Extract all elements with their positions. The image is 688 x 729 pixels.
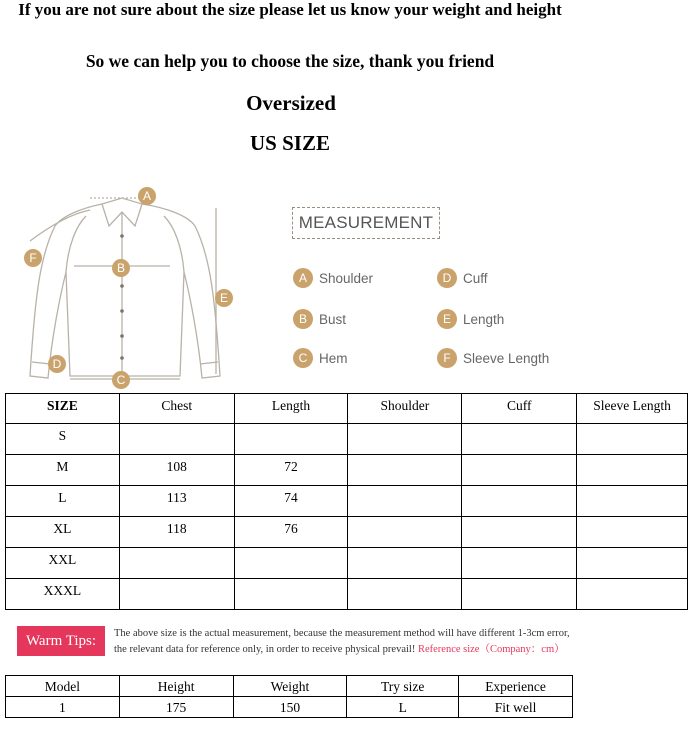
cuff-cell — [462, 455, 577, 486]
fit-heading: Oversized — [246, 91, 336, 115]
legend-badge-f: F — [437, 348, 457, 368]
legend-badge-b: B — [293, 309, 313, 329]
table-row — [6, 548, 688, 579]
table-row — [6, 517, 688, 548]
try-size-cell: L — [347, 697, 459, 718]
warm-tips-line-1: The above size is the actual measurement, because the measurement method will have different 1-3cm error, — [114, 628, 570, 639]
size-cell: L — [6, 486, 120, 517]
sleeve-length-cell — [577, 486, 688, 517]
shoulder-cell — [348, 455, 462, 486]
shirt-diagram — [10, 186, 250, 391]
diagram-label-e: E — [219, 291, 229, 305]
shoulder-cell — [348, 517, 462, 548]
model-info-table — [5, 675, 573, 718]
weight-cell: 150 — [233, 697, 347, 718]
chest-cell: 108 — [119, 455, 234, 486]
legend-badge-c: C — [293, 348, 313, 368]
legend-shoulder — [293, 268, 373, 288]
model-header-try-size: Try size — [347, 676, 459, 697]
legend-bust — [293, 309, 346, 329]
chest-cell — [119, 579, 234, 610]
legend-badge-a: A — [293, 268, 313, 288]
shoulder-cell — [348, 424, 462, 455]
warm-tips-text — [114, 626, 684, 658]
diagram-label-b: B — [116, 261, 126, 275]
size-region-heading: US SIZE — [250, 131, 330, 155]
sleeve-length-cell — [577, 517, 688, 548]
sleeve-length-cell — [577, 455, 688, 486]
legend-length — [437, 309, 504, 329]
experience-cell: Fit well — [459, 697, 573, 718]
length-cell — [234, 424, 348, 455]
table-row — [6, 455, 688, 486]
table-row — [6, 424, 688, 455]
warm-tips-badge: Warm Tips: — [17, 626, 105, 656]
legend-label-cuff: Cuff — [463, 270, 488, 286]
legend-badge-e: E — [437, 309, 457, 329]
length-cell: 72 — [234, 455, 348, 486]
table-row — [6, 486, 688, 517]
diagram-label-a: A — [142, 189, 152, 203]
diagram-label-d: D — [52, 357, 62, 371]
notice-line-2: So we can help you to choose the size, thank you friend — [85, 51, 495, 71]
warm-tips-line-2 — [114, 642, 684, 658]
cuff-cell — [462, 517, 577, 548]
size-header-shoulder: Shoulder — [348, 394, 462, 424]
chest-cell: 118 — [119, 517, 234, 548]
length-cell: 74 — [234, 486, 348, 517]
chest-cell — [119, 548, 234, 579]
shoulder-cell — [348, 579, 462, 610]
size-cell: S — [6, 424, 120, 455]
model-header-height: Height — [119, 676, 233, 697]
shoulder-cell — [348, 486, 462, 517]
size-header-length: Length — [234, 394, 348, 424]
length-cell: 76 — [234, 517, 348, 548]
size-header-cuff: Cuff — [462, 394, 577, 424]
model-cell: 1 — [6, 697, 120, 718]
cuff-cell — [462, 424, 577, 455]
size-header-chest: Chest — [119, 394, 234, 424]
chest-cell — [119, 424, 234, 455]
size-cell: XXXL — [6, 579, 120, 610]
legend-label-sleeve-length: Sleeve Length — [463, 350, 550, 366]
legend-sleeve-length — [437, 348, 549, 368]
sleeve-length-cell — [577, 579, 688, 610]
model-header-weight: Weight — [233, 676, 347, 697]
height-cell: 175 — [119, 697, 233, 718]
size-table-header-row — [6, 394, 688, 424]
size-cell: XXL — [6, 548, 120, 579]
table-row — [6, 579, 688, 610]
diagram-label-c: C — [116, 373, 126, 387]
sleeve-length-cell — [577, 548, 688, 579]
measurement-title: MEASUREMENT — [292, 207, 440, 239]
warm-tips-line-2-text: the relevant data for reference only, in order to receive physical prevail! — [114, 644, 416, 655]
shoulder-cell — [348, 548, 462, 579]
legend-badge-d: D — [437, 268, 457, 288]
diagram-label-f: F — [29, 251, 37, 265]
sleeve-length-cell — [577, 424, 688, 455]
cuff-cell — [462, 486, 577, 517]
warm-tips-reference-note: Reference size（Company：cm） — [417, 644, 565, 655]
model-header-experience: Experience — [459, 676, 573, 697]
legend-label-length: Length — [463, 311, 505, 327]
size-header-sleeve-length: Sleeve Length — [577, 394, 688, 424]
length-cell — [234, 579, 348, 610]
legend-hem — [293, 348, 348, 368]
length-cell — [234, 548, 348, 579]
size-cell: XL — [6, 517, 120, 548]
legend-label-bust: Bust — [319, 311, 347, 327]
model-table-header-row — [6, 676, 573, 697]
size-cell: M — [6, 455, 120, 486]
size-header-size: SIZE — [6, 394, 120, 424]
legend-label-shoulder: Shoulder — [319, 270, 374, 286]
table-row — [6, 697, 573, 718]
size-chart-table — [5, 393, 688, 610]
legend-label-hem: Hem — [319, 350, 348, 366]
model-header-model: Model — [6, 676, 120, 697]
cuff-cell — [462, 579, 577, 610]
cuff-cell — [462, 548, 577, 579]
notice-line-1: If you are not sure about the size please let us know your weight and height — [18, 0, 562, 19]
chest-cell: 113 — [119, 486, 234, 517]
legend-cuff — [437, 268, 488, 288]
